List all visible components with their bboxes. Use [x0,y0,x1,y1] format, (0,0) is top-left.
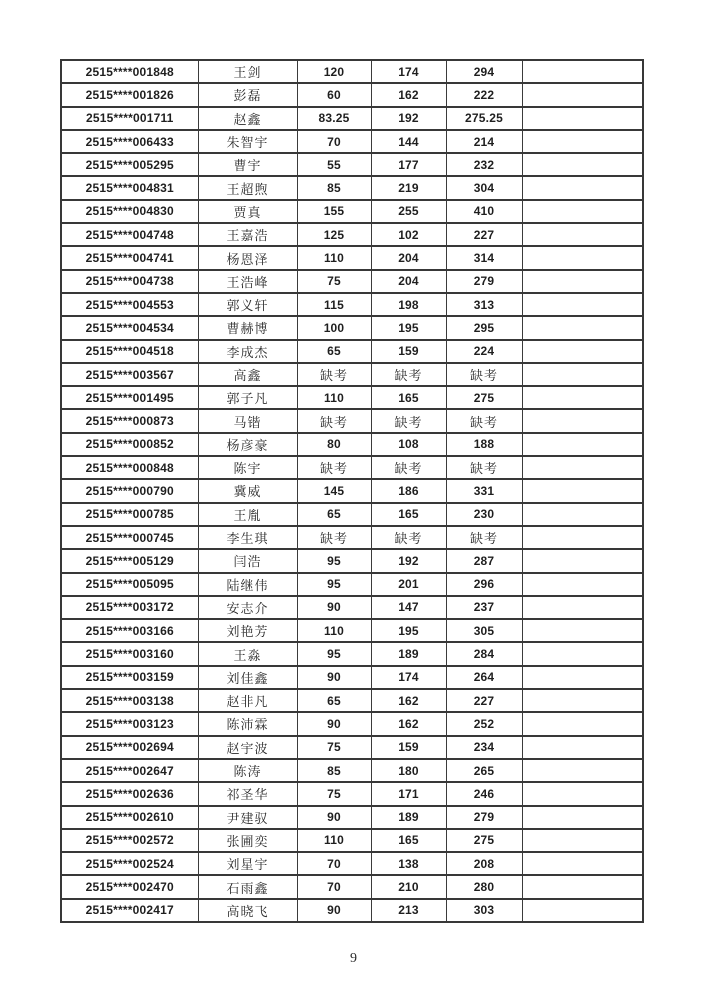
name-cell: 赵非凡 [198,689,297,712]
remark-cell [522,200,643,223]
score2-cell: 201 [371,573,446,596]
total-cell: 214 [446,130,522,153]
name-cell: 高晓飞 [198,899,297,922]
remark-cell [522,503,643,526]
id-cell: 2515****000785 [61,503,198,526]
table-row [61,316,643,339]
id-cell: 2515****001495 [61,386,198,409]
total-cell: 295 [446,316,522,339]
remark-cell [522,153,643,176]
id-cell: 2515****004741 [61,246,198,269]
remark-cell [522,433,643,456]
remark-cell [522,363,643,386]
total-cell: 314 [446,246,522,269]
remark-cell [522,806,643,829]
table-row [61,619,643,642]
score1-cell: 115 [297,293,371,316]
score1-cell: 缺考 [297,456,371,479]
total-cell: 287 [446,549,522,572]
score2-cell: 189 [371,806,446,829]
score2-cell: 174 [371,60,446,83]
table-row [61,130,643,153]
name-cell: 陈宇 [198,456,297,479]
score1-cell: 缺考 [297,526,371,549]
id-cell: 2515****002470 [61,875,198,898]
total-cell: 237 [446,596,522,619]
name-cell: 赵宇波 [198,736,297,759]
score2-cell: 192 [371,107,446,130]
name-cell: 王浩峰 [198,270,297,293]
name-cell: 安志介 [198,596,297,619]
id-cell: 2515****002694 [61,736,198,759]
remark-cell [522,293,643,316]
score1-cell: 55 [297,153,371,176]
score2-cell: 186 [371,479,446,502]
table-row [61,712,643,735]
id-cell: 2515****005095 [61,573,198,596]
name-cell: 赵鑫 [198,107,297,130]
score2-cell: 165 [371,386,446,409]
score1-cell: 85 [297,759,371,782]
remark-cell [522,316,643,339]
total-cell: 279 [446,270,522,293]
name-cell: 王胤 [198,503,297,526]
name-cell: 曹赫博 [198,316,297,339]
score1-cell: 155 [297,200,371,223]
table-row [61,176,643,199]
name-cell: 郭义轩 [198,293,297,316]
score2-cell: 165 [371,503,446,526]
score-table-body [61,60,643,922]
score2-cell: 162 [371,689,446,712]
table-row [61,759,643,782]
total-cell: 284 [446,642,522,665]
name-cell: 李成杰 [198,340,297,363]
total-cell: 280 [446,875,522,898]
table-row [61,270,643,293]
remark-cell [522,899,643,922]
remark-cell [522,549,643,572]
table-row [61,875,643,898]
score2-cell: 102 [371,223,446,246]
table-row [61,782,643,805]
remark-cell [522,60,643,83]
score1-cell: 110 [297,619,371,642]
table-row [61,549,643,572]
table-row [61,60,643,83]
score2-cell: 缺考 [371,363,446,386]
id-cell: 2515****003166 [61,619,198,642]
table-row [61,83,643,106]
score1-cell: 100 [297,316,371,339]
name-cell: 马锴 [198,409,297,432]
remark-cell [522,642,643,665]
name-cell: 尹建驭 [198,806,297,829]
id-cell: 2515****002572 [61,829,198,852]
score1-cell: 110 [297,386,371,409]
remark-cell [522,596,643,619]
table-row [61,666,643,689]
score2-cell: 147 [371,596,446,619]
name-cell: 郭子凡 [198,386,297,409]
id-cell: 2515****002636 [61,782,198,805]
score2-cell: 198 [371,293,446,316]
remark-cell [522,852,643,875]
score1-cell: 90 [297,666,371,689]
score2-cell: 138 [371,852,446,875]
total-cell: 303 [446,899,522,922]
score-table [60,59,644,923]
score2-cell: 缺考 [371,456,446,479]
score1-cell: 缺考 [297,409,371,432]
score1-cell: 65 [297,340,371,363]
table-row [61,479,643,502]
total-cell: 227 [446,223,522,246]
score2-cell: 189 [371,642,446,665]
score2-cell: 165 [371,829,446,852]
remark-cell [522,386,643,409]
name-cell: 朱智宇 [198,130,297,153]
total-cell: 252 [446,712,522,735]
total-cell: 331 [446,479,522,502]
total-cell: 275 [446,386,522,409]
table-row [61,107,643,130]
name-cell: 杨恩泽 [198,246,297,269]
score1-cell: 110 [297,246,371,269]
id-cell: 2515****004518 [61,340,198,363]
remark-cell [522,409,643,432]
total-cell: 227 [446,689,522,712]
id-cell: 2515****001711 [61,107,198,130]
table-row [61,433,643,456]
score1-cell: 125 [297,223,371,246]
remark-cell [522,712,643,735]
score1-cell: 75 [297,270,371,293]
score1-cell: 90 [297,712,371,735]
score1-cell: 65 [297,689,371,712]
id-cell: 2515****000745 [61,526,198,549]
name-cell: 贾真 [198,200,297,223]
score1-cell: 90 [297,596,371,619]
table-row [61,573,643,596]
score1-cell: 65 [297,503,371,526]
score1-cell: 110 [297,829,371,852]
score1-cell: 70 [297,875,371,898]
remark-cell [522,736,643,759]
score1-cell: 80 [297,433,371,456]
total-cell: 275.25 [446,107,522,130]
name-cell: 刘佳鑫 [198,666,297,689]
id-cell: 2515****000852 [61,433,198,456]
table-row [61,409,643,432]
id-cell: 2515****006433 [61,130,198,153]
name-cell: 高鑫 [198,363,297,386]
total-cell: 224 [446,340,522,363]
remark-cell [522,479,643,502]
name-cell: 王超煦 [198,176,297,199]
table-row [61,806,643,829]
id-cell: 2515****002417 [61,899,198,922]
name-cell: 王剑 [198,60,297,83]
score2-cell: 255 [371,200,446,223]
score2-cell: 204 [371,246,446,269]
score2-cell: 195 [371,619,446,642]
remark-cell [522,759,643,782]
remark-cell [522,176,643,199]
total-cell: 230 [446,503,522,526]
score1-cell: 75 [297,736,371,759]
remark-cell [522,526,643,549]
total-cell: 410 [446,200,522,223]
name-cell: 李生琪 [198,526,297,549]
total-cell: 188 [446,433,522,456]
score2-cell: 213 [371,899,446,922]
score2-cell: 108 [371,433,446,456]
id-cell: 2515****004831 [61,176,198,199]
remark-cell [522,107,643,130]
score1-cell: 60 [297,83,371,106]
name-cell: 闫浩 [198,549,297,572]
id-cell: 2515****000848 [61,456,198,479]
score2-cell: 159 [371,736,446,759]
total-cell: 275 [446,829,522,852]
id-cell: 2515****003159 [61,666,198,689]
score2-cell: 162 [371,83,446,106]
total-cell: 305 [446,619,522,642]
name-cell: 刘星宇 [198,852,297,875]
score2-cell: 195 [371,316,446,339]
remark-cell [522,619,643,642]
id-cell: 2515****003138 [61,689,198,712]
score2-cell: 219 [371,176,446,199]
name-cell: 石雨鑫 [198,875,297,898]
id-cell: 2515****004534 [61,316,198,339]
table-row [61,526,643,549]
total-cell: 222 [446,83,522,106]
name-cell: 陆继伟 [198,573,297,596]
name-cell: 彭磊 [198,83,297,106]
total-cell: 296 [446,573,522,596]
name-cell: 陈涛 [198,759,297,782]
score2-cell: 192 [371,549,446,572]
table-row [61,246,643,269]
score2-cell: 174 [371,666,446,689]
total-cell: 缺考 [446,456,522,479]
remark-cell [522,130,643,153]
name-cell: 杨彦豪 [198,433,297,456]
id-cell: 2515****002647 [61,759,198,782]
name-cell: 刘艳芳 [198,619,297,642]
remark-cell [522,666,643,689]
remark-cell [522,270,643,293]
score2-cell: 159 [371,340,446,363]
id-cell: 2515****000873 [61,409,198,432]
remark-cell [522,246,643,269]
table-row [61,293,643,316]
table-row [61,829,643,852]
score1-cell: 75 [297,782,371,805]
table-row [61,456,643,479]
table-row [61,503,643,526]
page-number: 9 [350,951,357,966]
score1-cell: 缺考 [297,363,371,386]
total-cell: 208 [446,852,522,875]
total-cell: 232 [446,153,522,176]
name-cell: 陈沛霖 [198,712,297,735]
total-cell: 304 [446,176,522,199]
remark-cell [522,689,643,712]
remark-cell [522,829,643,852]
id-cell: 2515****005295 [61,153,198,176]
table-row [61,596,643,619]
score1-cell: 145 [297,479,371,502]
score1-cell: 95 [297,573,371,596]
total-cell: 313 [446,293,522,316]
total-cell: 265 [446,759,522,782]
score2-cell: 210 [371,875,446,898]
total-cell: 294 [446,60,522,83]
total-cell: 246 [446,782,522,805]
id-cell: 2515****003172 [61,596,198,619]
table-row [61,642,643,665]
table-row [61,852,643,875]
table-row [61,689,643,712]
score2-cell: 171 [371,782,446,805]
score2-cell: 162 [371,712,446,735]
name-cell: 曹宇 [198,153,297,176]
score2-cell: 204 [371,270,446,293]
table-row [61,899,643,922]
id-cell: 2515****003160 [61,642,198,665]
name-cell: 王淼 [198,642,297,665]
remark-cell [522,573,643,596]
id-cell: 2515****002610 [61,806,198,829]
id-cell: 2515****003567 [61,363,198,386]
id-cell: 2515****004553 [61,293,198,316]
remark-cell [522,782,643,805]
name-cell: 张圃奕 [198,829,297,852]
table-row [61,223,643,246]
total-cell: 缺考 [446,409,522,432]
table-row [61,340,643,363]
id-cell: 2515****004748 [61,223,198,246]
remark-cell [522,223,643,246]
score1-cell: 70 [297,130,371,153]
id-cell: 2515****004738 [61,270,198,293]
id-cell: 2515****002524 [61,852,198,875]
table-row [61,200,643,223]
score1-cell: 95 [297,549,371,572]
id-cell: 2515****005129 [61,549,198,572]
remark-cell [522,456,643,479]
score1-cell: 90 [297,899,371,922]
id-cell: 2515****001826 [61,83,198,106]
name-cell: 王嘉浩 [198,223,297,246]
score2-cell: 177 [371,153,446,176]
total-cell: 234 [446,736,522,759]
score1-cell: 120 [297,60,371,83]
score2-cell: 缺考 [371,526,446,549]
id-cell: 2515****004830 [61,200,198,223]
score2-cell: 144 [371,130,446,153]
score2-cell: 缺考 [371,409,446,432]
total-cell: 缺考 [446,526,522,549]
table-row [61,736,643,759]
score1-cell: 83.25 [297,107,371,130]
table-row [61,153,643,176]
remark-cell [522,875,643,898]
id-cell: 2515****000790 [61,479,198,502]
score1-cell: 85 [297,176,371,199]
table-row [61,363,643,386]
score1-cell: 90 [297,806,371,829]
name-cell: 冀威 [198,479,297,502]
total-cell: 264 [446,666,522,689]
score2-cell: 180 [371,759,446,782]
name-cell: 祁圣华 [198,782,297,805]
total-cell: 279 [446,806,522,829]
score1-cell: 95 [297,642,371,665]
id-cell: 2515****003123 [61,712,198,735]
score1-cell: 70 [297,852,371,875]
remark-cell [522,83,643,106]
total-cell: 缺考 [446,363,522,386]
remark-cell [522,340,643,363]
id-cell: 2515****001848 [61,60,198,83]
table-row [61,386,643,409]
